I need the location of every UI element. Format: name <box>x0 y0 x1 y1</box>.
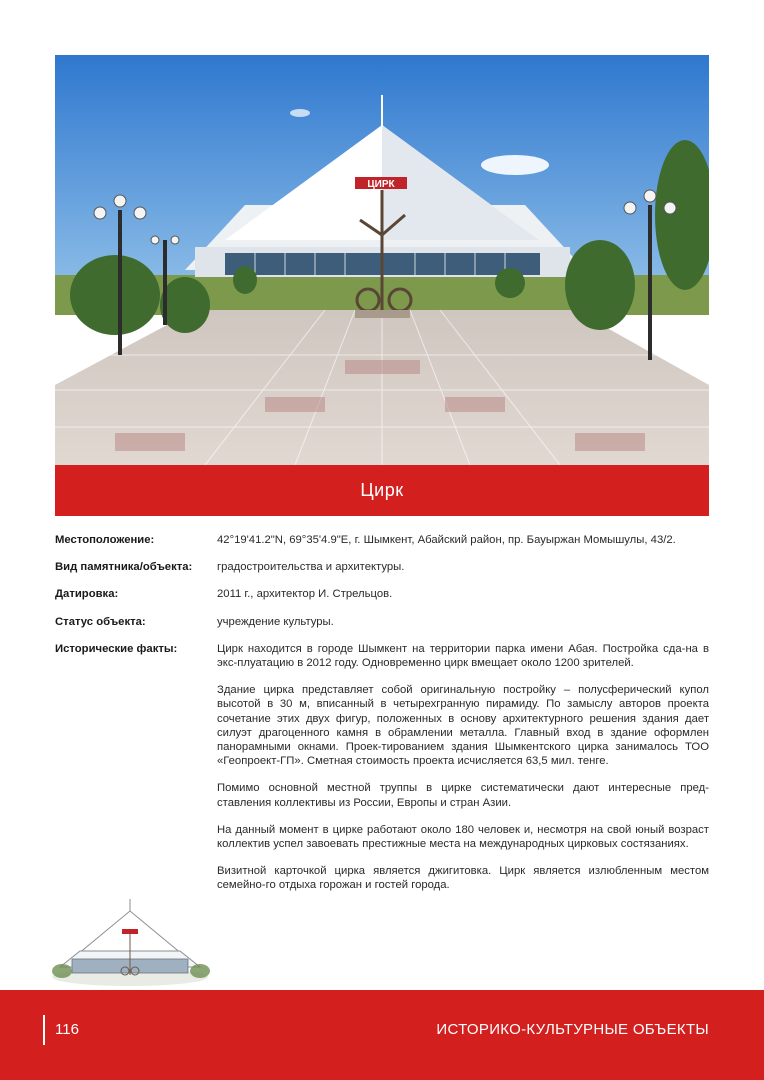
history-paragraph: Здание цирка представляет собой оригинальную постройку – полусферический купол высотой в 30 м, вписанный в четырехгранную пирамиду. По замыслу авторов проекта сочетание этих двух фигур, положенных в основу архитектурного решения здания дает силуэт драгоценного камня в обрамлении металла. Главный вход в здание оформлен панорамными окнами. Проек-тированием здания Шымкентского цирка занималось ТОО «Геопроект-ГП». Сметная стоимость проекта исчисляется 63,5 мил. тенге. <box>217 684 709 768</box>
footer-divider <box>43 1015 45 1045</box>
section-title: ИСТОРИКО-КУЛЬТУРНЫЕ ОБЪЕКТЫ <box>436 1021 709 1038</box>
field-label: Статус объекта: <box>55 615 146 628</box>
field-dating <box>55 587 709 601</box>
field-value: градостроительства и архитектуры. <box>217 561 405 574</box>
field-status <box>55 615 709 629</box>
field-label: Местоположение: <box>55 534 155 546</box>
circus-sign: ЦИРК <box>367 179 395 190</box>
field-label: Датировка: <box>55 588 119 601</box>
object-title: Цирк <box>360 480 404 500</box>
page-number: 116 <box>55 1021 79 1038</box>
field-label: Исторические факты: <box>55 642 178 655</box>
circus-photo <box>55 55 709 465</box>
field-location <box>55 533 709 547</box>
field-monument-type <box>55 560 709 574</box>
object-info <box>55 533 709 919</box>
field-value: 42°19'41.2"N, 69°35'4.9"E, г. Шымкент, Абайский район, пр. Бауыржан Момышулы, 43/2. <box>217 534 676 546</box>
history-paragraph: Помимо основной местной труппы в цирке систематически дают интересные пред-ставления коллективы из России, Европы и стран Азии. <box>217 782 709 809</box>
history-paragraph: Визитной карточкой цирка является джигитовка. Цирк является излюбленным местом семейно-го отдыха горожан и гостей города. <box>217 865 709 892</box>
field-value: 2011 г., архитектор И. Стрельцов. <box>217 588 393 601</box>
field-history <box>55 642 709 906</box>
field-value: учреждение культуры. <box>217 615 334 628</box>
circus-sketch-illustration <box>50 895 210 987</box>
history-text <box>217 642 709 906</box>
field-label: Вид памятника/объекта: <box>55 561 193 574</box>
history-paragraph: Цирк находится в городе Шымкент на территории парка имени Абая. Постройка сда-на в экс-плуатацию в 2012 году. Одновременно цирк вмещает около 1200 зрителей. <box>217 642 709 670</box>
page-footer <box>0 990 764 1080</box>
history-paragraph: На данный момент в цирке работают около 180 человек и, несмотря на свой юный возраст коллектив успел завоевать престижные места на международных цирковых состязаниях. <box>217 823 709 851</box>
object-title-bar <box>55 465 709 516</box>
